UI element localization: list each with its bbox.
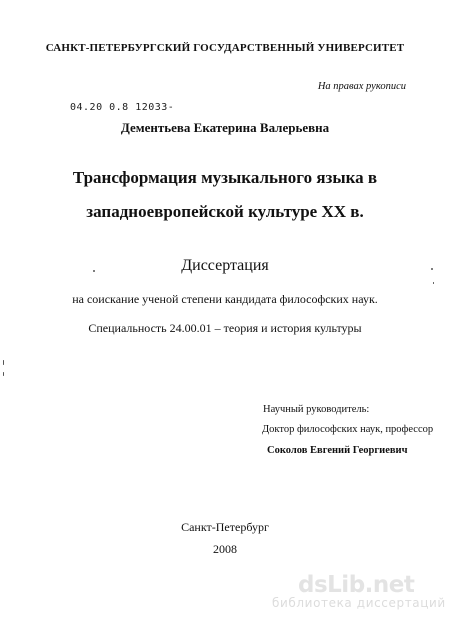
scan-speck [433,282,434,284]
supervisor-name: Соколов Евгений Георгиевич [267,445,408,456]
specialty-statement: Специальность 24.00.01 – теория и история культуры [88,321,362,335]
supervisor-label: Научный руководитель: [263,404,370,415]
scan-speck [3,372,4,376]
document-type: Диссертация [181,257,269,274]
watermark-subtitle: библиотека диссертаций [272,596,446,610]
city: Санкт-Петербург [181,520,269,534]
supervisor-title: Доктор философских наук, профессор [262,424,434,435]
university-name: САНКТ-ПЕТЕРБУРГСКИЙ ГОСУДАРСТВЕННЫЙ УНИВЕРСИТЕТ [45,42,405,54]
archive-stamp: 04.20 0.8 12033- [70,102,175,113]
scan-speck [3,360,4,365]
scan-speck [93,270,95,272]
author-name: Дементьева Екатерина Валерьевна [120,120,330,135]
year: 2008 [213,542,237,556]
watermark-logo: dsLib.net [298,572,415,598]
rights-note: На правах рукописи [317,81,406,92]
title-line-2: западноевропейской культуре XX в. [86,202,364,221]
degree-statement: на соискание ученой степени кандидата философских наук. [72,292,378,306]
title-line-1: Трансформация музыкального языка в [72,168,378,187]
scan-speck [431,268,433,270]
